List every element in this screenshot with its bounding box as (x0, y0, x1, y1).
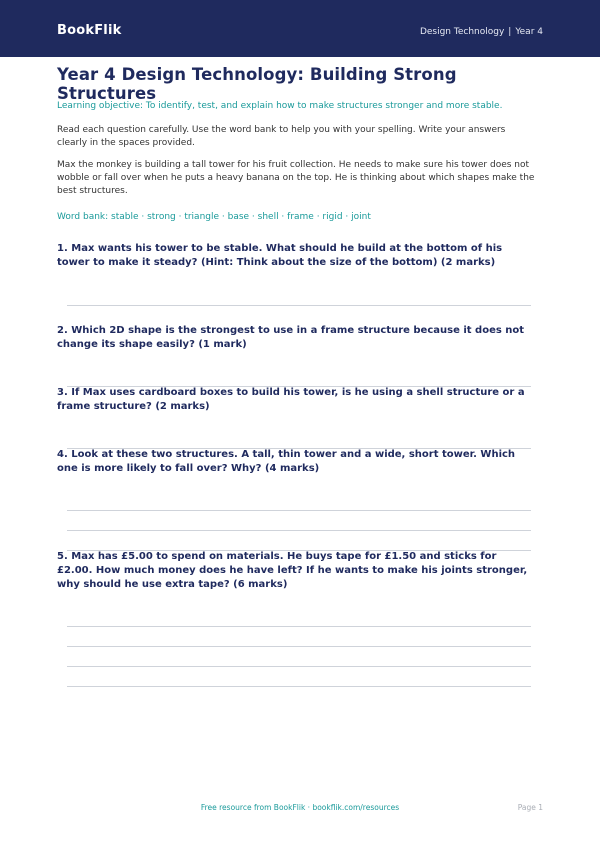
answer-line-4a[interactable] (67, 510, 531, 511)
word-bank: Word bank: stable · strong · triangle · base · shell · frame · rigid · joint (57, 212, 371, 222)
answer-line-5a[interactable] (67, 626, 531, 627)
answer-line-5b[interactable] (67, 646, 531, 647)
question-2: 2. Which 2D shape is the strongest to use in a frame structure because it does not change its shape easily? (1 mark) (57, 325, 525, 350)
footer-credit[interactable]: Free resource from BookFlik · bookflik.com/resources (200, 803, 400, 812)
page-title: Year 4 Design Technology: Building Strong Structures (57, 65, 457, 103)
intro-text: Max the monkey is building a tall tower for his fruit collection. He needs to make sure his tower does not wobble or fall over when he puts a heavy banana on the top. He is thinking about which shapes make the best structures. (57, 160, 535, 196)
brand-logo[interactable]: BookFlik (57, 23, 122, 38)
page-number: Page 1 (517, 803, 543, 812)
site-header (0, 0, 600, 57)
question-5: 5. Max has £5.00 to spend on materials. He buys tape for £1.50 and sticks for £2.00. How much money does he have left? If he wants to make his joints stronger, why should he use extra tape? (6 marks) (57, 551, 528, 590)
answer-line-5d[interactable] (67, 686, 531, 687)
learning-objective: Learning objective: To identify, test, and explain how to make structures stronger and more stable. (57, 101, 503, 111)
answer-line-1[interactable] (67, 305, 531, 306)
answer-line-4b[interactable] (67, 530, 531, 531)
breadcrumb (420, 27, 543, 37)
question-3: 3. If Max uses cardboard boxes to build his tower, is he using a shell structure or a frame structure? (2 marks) (57, 387, 525, 412)
instructions-text: Read each question carefully. Use the word bank to help you with your spelling. Write your answers clearly in the spaces provided. (57, 125, 506, 148)
answer-line-5c[interactable] (67, 666, 531, 667)
question-1: 1. Max wants his tower to be stable. What should he build at the bottom of his tower to make it steady? (Hint: Think about the size of the bottom) (2 marks) (57, 243, 503, 268)
question-4: 4. Look at these two structures. A tall, thin tower and a wide, short tower. Which one is more likely to fall over? Why? (4 marks) (57, 449, 516, 474)
breadcrumb-separator: | (508, 27, 512, 37)
breadcrumb-subject: Design Technology (419, 27, 505, 37)
breadcrumb-year: Year 4 (515, 27, 543, 37)
